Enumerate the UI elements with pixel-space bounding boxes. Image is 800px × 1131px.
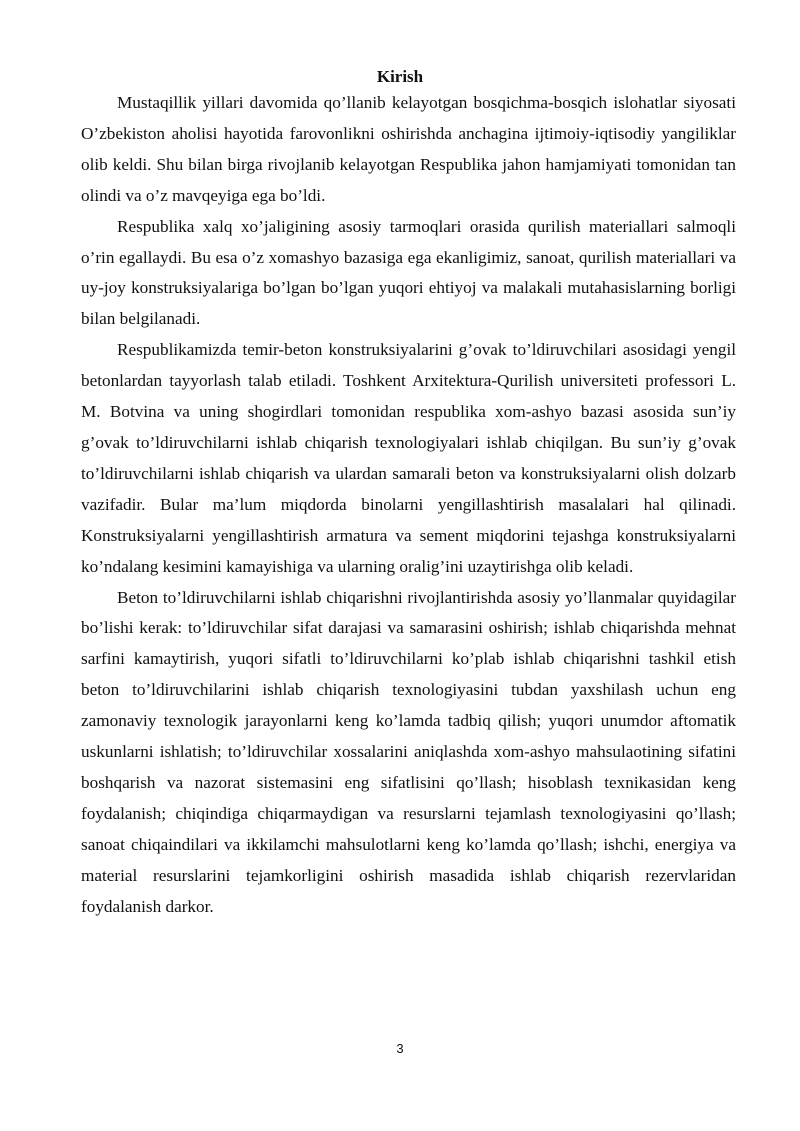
paragraph-1: Mustaqillik yillari davomida qo’llanib kelayotgan bosqichma-bosqich islohatlar siyosati O’zbekiston aholisi hayotida farovonlikni oshirishda anchagina ijtimoiy-iqtisodiy yangiliklar olib keldi. Shu bilan birga rivojlanib kelayotgan Respublika jahon hamjamiyati tomonidan tan olindi va o’z mavqeyiga ega bo’ldi. (81, 93, 736, 205)
page-number: 3 (396, 1041, 404, 1056)
paragraph-4: Beton to’ldiruvchilarni ishlab chiqarishni rivojlantirishda asosiy yo’llanmalar quyidagilar bo’lishi kerak: to’ldiruvchilar sifat darajasi va samarasini oshirish; ishlab chiqarishda mehnat sarfini kamaytirish, yuqori sifatli to’ldiruvchilarni ko’plab ishlab chiqarishni tashkil etish beton to’ldiruvchilarini ishlab chiqarish texnologiyasini tubdan yaxshilash uchun eng zamonaviy texnologik jarayonlarni keng ko’lamda tadbiq qilish; yuqori unumdor aftomatik uskunlarni ishlatish; to’ldiruvchilar xossalarini aniqlashda xom-ashyo mahsulaotining sifatini boshqarish va nazorat sistemasini eng sifatlisini qo’llash; hisoblash texnikasidan keng foydalanish; chiqindiga chiqarmaydigan va resurslarni tejamlash texnologiyasini qo’llash; sanoat chiqaindilari va ikkilamchi mahsulotlarni keng ko’lamda qo’llash; ishchi, energiya va material resurslarini tejamkorligini oshirish masadida ishlab chiqarish rezervlaridan foydalanish darkor. (81, 587, 736, 916)
section-title: Kirish (376, 67, 424, 86)
paragraph-2: Respublika xalq xo’jaligining asosiy tarmoqlari orasida qurilish materiallari salmoqli o’rin egallaydi. Bu esa o’z xomashyo bazasiga ega ekanligimiz, sanoat, qurilish materiallari va uy-joy konstruksiyalariga bo’lgan bo’lgan yuqori ehtiyoj va malakali mutahasislarning borligi bilan belgilanadi. (81, 216, 736, 329)
body-text (81, 88, 736, 922)
paragraph-3: Respublikamizda temir-beton konstruksiyalarini g’ovak to’ldiruvchilari asosidagi yengil betonlardan tayyorlash talab etiladi. Toshkent Arxitektura-Qurilish universiteti professori L. M. Botvina va uning shogirdlari tomonidan respublika xom-ashyo bazasi asosida sun’iy g’ovak to’ldiruvchilarni ishlab chiqarish texnologiyalari ishlab chiqilgan. Bu sun’iy g’ovak to’ldiruvchilarni ishlab chiqarish va ulardan samarali beton va konstruksiyalarni olish dolzarb vazifadir. Bular ma’lum miqdorda binolarni yengillashtirish masalalari hal qilinadi. Konstruksiyalarni yengillashtirish armatura va sement miqdorini tejashga konstruksiyalarni ko’ndalang kesimini kamayishiga va ularning oralig’ini uzaytirishga olib keladi. (81, 340, 736, 576)
